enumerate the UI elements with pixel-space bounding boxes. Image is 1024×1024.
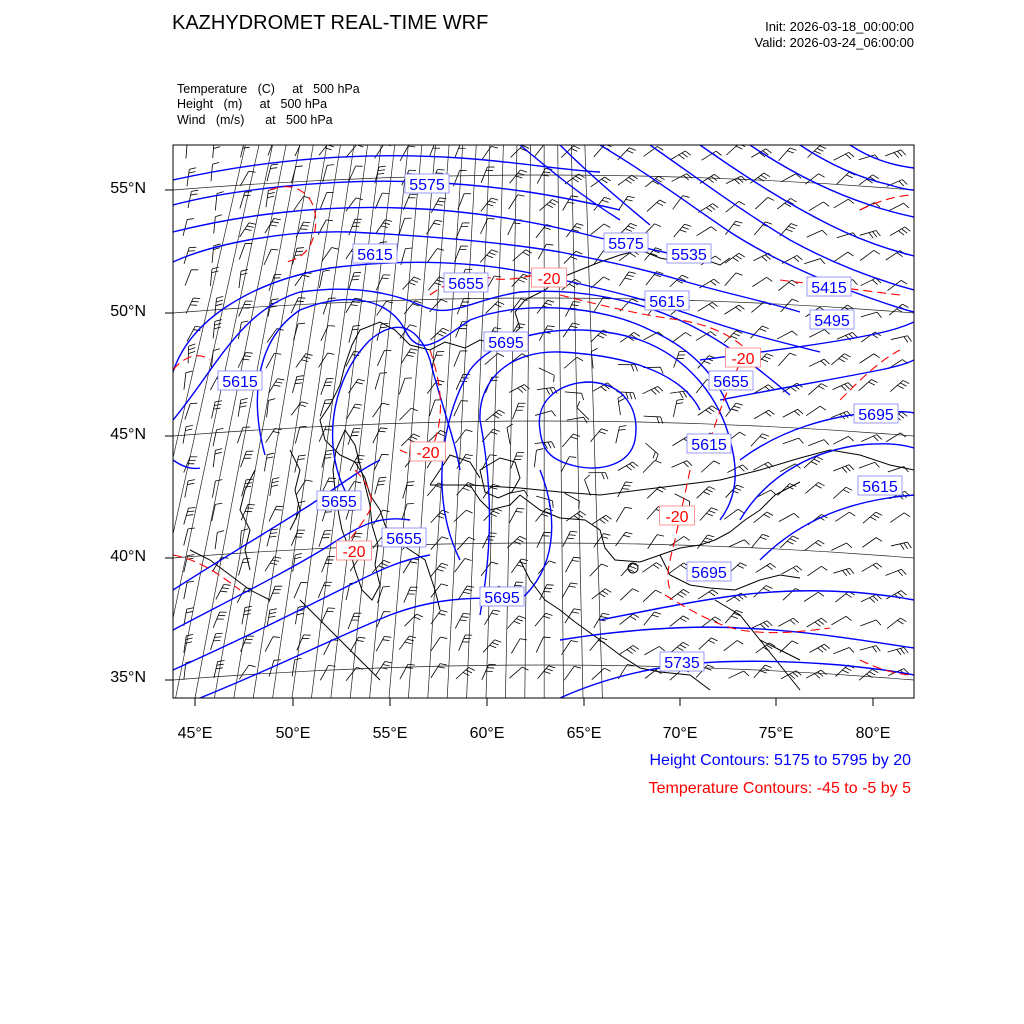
lon-label-45: 45°E: [177, 725, 213, 742]
svg-text:-20: -20: [665, 509, 689, 526]
lon-label-75: 75°E: [758, 725, 794, 742]
height-contour-label: [807, 277, 851, 297]
legend-temperature: Temperature Contours: -45 to -5 by 5: [648, 780, 911, 797]
svg-text:5655: 5655: [321, 494, 357, 511]
lat-label-50: 50°N: [110, 303, 146, 320]
height-contour-label: [353, 244, 397, 264]
lat-label-45: 45°N: [110, 426, 146, 443]
height-contour-label: [645, 291, 689, 311]
svg-text:5695: 5695: [488, 335, 524, 352]
svg-text:5615: 5615: [649, 294, 685, 311]
field-height: Height (m) at 500 hPa: [177, 97, 328, 111]
svg-text:5495: 5495: [814, 313, 850, 330]
temperature-contour-label: [411, 442, 446, 462]
height-contour-label: [444, 273, 488, 293]
height-contour-label: [709, 371, 753, 391]
lat-label-55: 55°N: [110, 180, 146, 197]
svg-text:5615: 5615: [222, 374, 258, 391]
height-contour-label: [317, 491, 361, 511]
height-contour-label: [667, 244, 711, 264]
lon-label-50: 50°E: [275, 725, 311, 742]
lon-label-80: 80°E: [855, 725, 891, 742]
svg-text:5535: 5535: [671, 247, 707, 264]
height-contour-label: [604, 233, 648, 253]
height-contour-label: [218, 371, 262, 391]
svg-text:5695: 5695: [858, 407, 894, 424]
height-contour-label: [382, 528, 426, 548]
height-contour-label: [687, 434, 731, 454]
temperature-contour-label: [532, 268, 567, 288]
height-contour-label: [405, 174, 449, 194]
svg-text:-20: -20: [342, 544, 366, 561]
init-time: Init: 2026-03-18_00:00:00: [765, 19, 914, 34]
height-contour-label: [858, 476, 902, 496]
axis-ticks: [165, 190, 873, 706]
svg-text:-20: -20: [537, 271, 561, 288]
lon-label-65: 65°E: [566, 725, 602, 742]
svg-text:-20: -20: [731, 351, 755, 368]
height-contour-label: [660, 652, 704, 672]
svg-text:5615: 5615: [691, 437, 727, 454]
temperature-contour-label: [337, 541, 372, 561]
temperature-contours: [173, 187, 914, 675]
height-contour-label: [687, 562, 731, 582]
svg-text:5615: 5615: [357, 247, 393, 264]
svg-text:5655: 5655: [713, 374, 749, 391]
lon-label-70: 70°E: [662, 725, 698, 742]
political-boundaries: [190, 250, 914, 690]
height-contour-label: [484, 332, 528, 352]
svg-text:5735: 5735: [664, 655, 700, 672]
valid-time: Valid: 2026-03-24_06:00:00: [754, 35, 914, 50]
temperature-contour-label: [726, 348, 761, 368]
svg-text:5575: 5575: [409, 177, 445, 194]
svg-text:5615: 5615: [862, 479, 898, 496]
svg-text:-20: -20: [416, 445, 440, 462]
lat-label-40: 40°N: [110, 548, 146, 565]
svg-text:5655: 5655: [448, 276, 484, 293]
svg-text:5415: 5415: [811, 280, 847, 297]
height-contour-label: [854, 404, 898, 424]
field-wind: Wind (m/s) at 500 hPa: [177, 113, 333, 127]
field-temperature: Temperature (C) at 500 hPa: [177, 82, 360, 96]
svg-text:5655: 5655: [386, 531, 422, 548]
lat-label-35: 35°N: [110, 669, 146, 686]
lon-label-55: 55°E: [372, 725, 408, 742]
svg-text:5695: 5695: [484, 590, 520, 607]
temperature-contour-label: [660, 506, 695, 526]
height-contour-label: [810, 310, 854, 330]
lon-label-60: 60°E: [469, 725, 505, 742]
svg-text:5695: 5695: [691, 565, 727, 582]
svg-text:5575: 5575: [608, 236, 644, 253]
height-contour-label: [480, 587, 524, 607]
wind-barbs: [183, 139, 911, 681]
legend-height: Height Contours: 5175 to 5795 by 20: [649, 752, 911, 769]
page-title: KAZHYDROMET REAL-TIME WRF: [172, 12, 489, 34]
